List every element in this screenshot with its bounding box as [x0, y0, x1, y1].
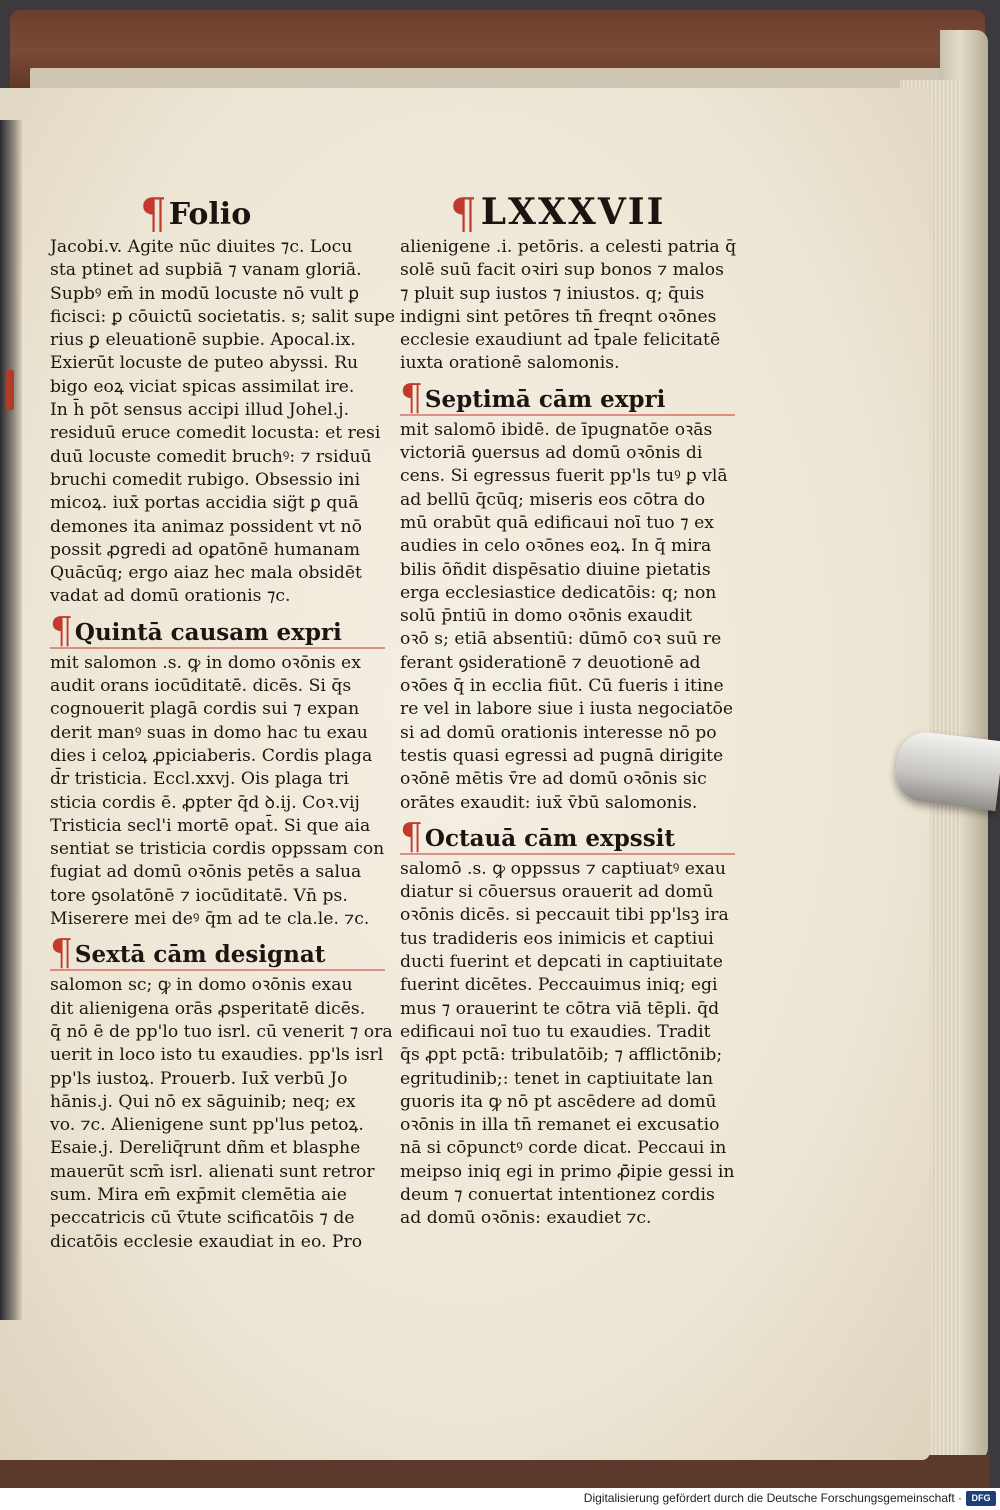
pilcrow-mark: ¶	[450, 189, 479, 238]
text-line: guoris ita ꝙ nō pt ascēdere ad domū	[400, 1091, 717, 1112]
folio-label: Folio	[168, 197, 252, 232]
folio-number: LXXXVII	[480, 191, 666, 233]
text-line: diatur si cōuersus orauerit ad domū	[400, 882, 714, 903]
pilcrow-mark: ¶	[400, 816, 423, 858]
book-cover-top	[10, 10, 985, 100]
text-line: q̄s ꝓpt pctā: tribulatōib; ⁊ afflictōnib;	[400, 1045, 723, 1066]
text-line: oꝛō s; etiā absentiū: dūmō coꝛ suū re	[400, 629, 722, 650]
text-line: ecclesie exaudiunt ad t̄pale felicitatē	[400, 330, 721, 351]
text-line: mū orabūt quā edificaui noī tuo ⁊ ex	[400, 512, 714, 533]
text-line: oꝛōnis dicēs. si peccauit tibi pp'lsꝫ ira	[400, 905, 729, 926]
section-heading	[50, 609, 385, 652]
text-line: Quācūq; ergo aiaz hec mala obsidēt	[50, 563, 362, 584]
text-line: orātes exaudit: iux̄ v̄bū salomonis.	[400, 792, 698, 813]
text-line: vo. ⁊c. Alienigene sunt pp'lus petoꝝ.	[50, 1115, 364, 1136]
rubric-mark	[6, 370, 14, 410]
heading-text: Octauā cām expssit	[424, 824, 676, 852]
text-line: ⁊ pluit sup iustos ⁊ iniustos. q; q̄uis	[400, 283, 705, 304]
text-line: ficisci: ꝑ cōuictū societatis. s; salit supe	[50, 306, 396, 327]
text-line: Tristicia secl'i mortē opat̄. Si que aia	[50, 815, 371, 836]
text-line: iuxta orationē salomonis.	[400, 353, 620, 374]
text-line: tus tradideris eos inimicis et captiui	[400, 928, 714, 949]
page-edge-top	[30, 68, 975, 90]
text-line: fuerint dicētes. Peccauimus iniq; egi	[400, 975, 718, 996]
heading-text: Sextā cām designat	[74, 941, 326, 969]
text-line: cognouerit plagā cordis sui ⁊ expan	[50, 699, 360, 720]
text-line: micoꝝ. iux̄ portas accidia sig̈t ꝑ quā	[50, 493, 359, 514]
text-line: derit manꝰ suas in domo hac tu exau	[50, 722, 368, 743]
text-line: alienigene .i. petōris. a celesti patria q̄	[400, 237, 737, 257]
heading-text: Septimā cām expri	[424, 385, 666, 413]
text-line: possit ꝓgredi ad oꝑatōnē humanam	[50, 539, 360, 560]
text-line: oꝛōnē mētis v̄re ad domū oꝛōnis sic	[400, 769, 707, 790]
text-line: residuū eruce comedit locusta: et resi	[50, 423, 381, 444]
text-line: sum. Mira em̄ exp̄mit clemētia aie	[50, 1184, 347, 1205]
text-line: mit salomon .s. ꝙ in domo oꝛōnis ex	[50, 652, 361, 673]
text-line: deum ⁊ conuertat intentionez cordis	[400, 1184, 715, 1205]
text-line: re vel in labore siue i iusta negociatōe	[400, 699, 734, 720]
text-line: meipso iniq egi in primo ꝓ̄ipie gessi in	[400, 1161, 735, 1182]
text-line: sticia cordis ē. ꝓpter q̄d ꝺ.ij. Coꝛ.vij	[50, 792, 360, 813]
text-line: Supbꝰ em̄ in modū locuste nō vult ꝑ	[50, 283, 360, 304]
text-line: si ad domū orationis interesse nō po	[400, 722, 717, 743]
text-line: sentiat se tristicia cordis oppssam con	[50, 839, 385, 860]
section-heading	[50, 931, 385, 975]
funding-credit: Digitalisierung gefördert durch die Deutsche Forschungsgemeinschaft ·	[583, 1491, 962, 1505]
text-line: mauerūt scm̄ isrl. alienati sunt retror	[50, 1161, 375, 1182]
section-heading	[400, 815, 735, 858]
text-line: fugiat ad domū oꝛōnis petēs a salua	[50, 862, 362, 883]
text-line: dicatōis ecclesie exaudiat in eo. Pro	[50, 1231, 363, 1252]
footer-bar	[0, 1488, 1000, 1510]
text-line: nā si cōpunctꝰ corde dicat. Peccaui in	[400, 1138, 727, 1159]
text-line: mit salomō ibidē. de īpugnatōe oꝛās	[400, 419, 713, 440]
text-line: q̄ nō ē de pp'lo tuo isrl. cū venerit ⁊ ora	[50, 1021, 393, 1042]
text-line: vadat ad domū orationis ⁊c.	[50, 586, 291, 607]
left-page-stack	[0, 120, 22, 1320]
text-line: oꝛōes q̄ in ecclia fiūt. Cū fueris i itine	[400, 676, 724, 697]
text-line: d̄r tristicia. Eccl.xxvj. Ois plaga tri	[50, 769, 349, 790]
text-line: egritudinib;: tenet in captiuitate lan	[400, 1068, 714, 1089]
text-line: ducti fuerint et depcati in captiuitate	[400, 952, 723, 973]
text-line: oꝛōnis in illa tn̄ remanet ei excusatio	[400, 1115, 720, 1136]
heading-text: Quintā causam expri	[74, 618, 342, 646]
text-line: bilis ōñdit dispēsatio diuine pietatis	[400, 559, 711, 580]
text-line: Jacobi.v. Agite nūc diuites ⁊c. Locu	[50, 237, 353, 257]
text-line: victoriā ꝯuersus ad domū oꝛōnis di	[400, 443, 703, 464]
text-line: mus ⁊ orauerint te cōtra viā tēpli. q̄d	[400, 998, 720, 1019]
text-line: Exierūt locuste de puteo abyssi. Ru	[50, 353, 359, 374]
text-line: bigo eoꝝ viciat spicas assimilat ire.	[50, 376, 355, 397]
text-line: sta ptinet ad supbiā ⁊ vanam gloriā.	[50, 260, 362, 281]
pilcrow-mark: ¶	[50, 610, 73, 652]
text-line: audies in celo oꝛōnes eoꝝ. In q̄ mira	[400, 536, 712, 557]
text-line: uerit in loco isto tu exaudies. pp'ls isrl	[50, 1045, 384, 1066]
text-line: rius ꝑ eleuationē supbie. Apocal.ix.	[50, 330, 356, 351]
text-line: testis quasi egressi ad pugnā dirigite	[400, 745, 724, 766]
text-line: hānis.j. Qui nō ex sāguinib; neq; ex	[50, 1091, 356, 1112]
text-line: salomon sc; ꝙ in domo oꝛōnis exau	[50, 975, 353, 996]
text-line: pp'ls iustoꝝ. Prouerb. Iux̄ verbū Jo	[50, 1068, 348, 1089]
text-line: erga ecclesiastice dedicatōis: q; non	[400, 582, 717, 603]
dfg-logo: DFG	[966, 1491, 996, 1506]
text-line: ad domū oꝛōnis: exaudiet ⁊c.	[400, 1208, 652, 1229]
text-line: ferant ꝯsiderationē ⁊ deuotionē ad	[400, 652, 701, 673]
text-line: duū locuste comedit bruchꝰ: ⁊ rsiduū	[50, 446, 372, 467]
folio-number-header	[450, 185, 666, 238]
text-line: solē suū facit oꝛiri sup bonos ⁊ malos	[400, 260, 724, 281]
left-text-column	[50, 236, 396, 1254]
text-line: Miserere mei deꝰ q̄m ad te cla.le. ⁊c.	[50, 909, 370, 930]
section-heading	[400, 376, 735, 419]
text-line: In h̄ pōt sensus accipi illud Johel.j.	[50, 400, 350, 421]
text-line: salomō .s. ꝙ oppssus ⁊ captiuatꝰ exau	[400, 858, 726, 879]
text-line: bruchi comedit rubigo. Obsessio ini	[50, 469, 361, 490]
text-line: ad bellū q̄cūq; miseris eos cōtra do	[400, 489, 706, 510]
text-line: cens. Si egressus fuerit pp'ls tuꝰ ꝑ vlā	[400, 466, 728, 487]
text-line: dies i celoꝝ ꝓpiciaberis. Cordis plaga	[50, 745, 373, 766]
text-line: peccatricis cū v̄tute scificatōis ⁊ de	[50, 1208, 355, 1229]
pilcrow-mark: ¶	[50, 933, 73, 975]
right-text-column	[400, 236, 735, 1231]
text-line: solū p̄ntiū in domo oꝛōnis exaudit	[400, 606, 692, 627]
text-line: dit alienigena orās ꝓsperitatē dicēs.	[50, 998, 366, 1019]
text-line: edificaui noī tuo tu exaudies. Tradit	[400, 1021, 711, 1042]
folio-header	[140, 185, 252, 238]
text-line: Esaie.j. Dereliq̄runt dñm et blasphe	[50, 1138, 361, 1159]
pilcrow-mark: ¶	[400, 377, 423, 419]
text-line: audit orans iocūditatē. dicēs. Si q̄s	[50, 676, 352, 697]
text-line: tore ꝯsolatōnē ⁊ iocūditatē. Vn̄ ps.	[50, 885, 348, 906]
text-line: indigni sint petōres tn̄ freqnt oꝛōnes	[400, 306, 717, 327]
pilcrow-mark: ¶	[140, 189, 167, 238]
text-line: demones ita animaz possident vt nō	[50, 516, 362, 537]
